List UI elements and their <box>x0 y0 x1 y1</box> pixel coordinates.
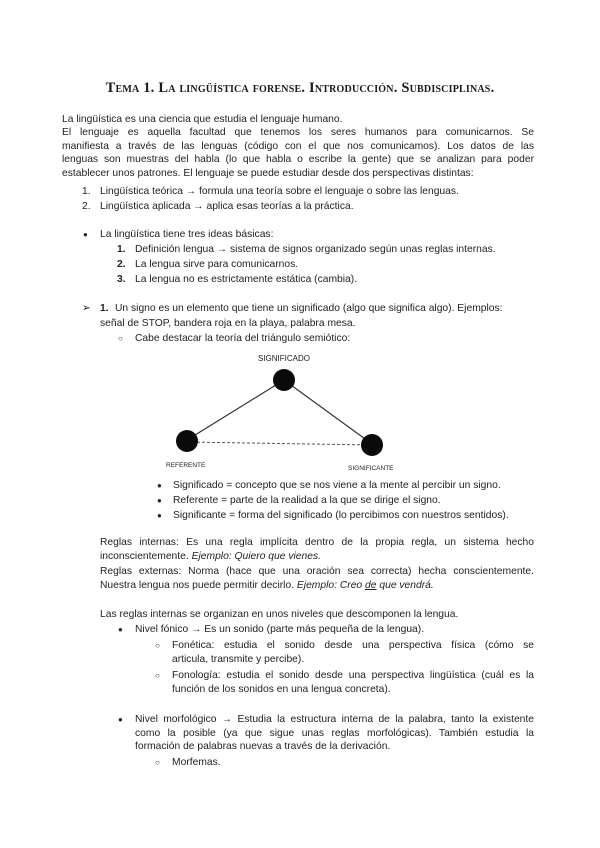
phonetics <box>172 639 534 666</box>
paragraph-line: Fonética: estudia el sonido desde una perspectiva física (cómo se <box>172 640 534 651</box>
paragraph-line: lenguas son muestras del habla (lo que habla o escribe la gente) que se analizan para poder <box>62 154 534 166</box>
bullet-icon: ● <box>157 496 162 505</box>
paragraph-line: Fonología: estudia el sonido desde una perspectiva lingüística (cuál es la <box>172 670 534 681</box>
definition-item: Referente = parte de la realidad a la que se dirige el signo. <box>173 495 441 506</box>
paragraph-line: formación de palabras nuevas a través de la derivación. <box>135 741 391 753</box>
list-number: 2. <box>117 259 126 270</box>
bullet-icon: ● <box>157 481 162 490</box>
basic-idea-item: Definición lengua → sistema de signos organizado según unas reglas internas. <box>135 244 496 255</box>
list-number: 3. <box>117 274 126 285</box>
paragraph-line: El lenguaje es aquella facultad que tenemos los seres humanos para comunicarnos. Se <box>62 127 534 138</box>
perspective-item: Lingüística aplicada → aplica esas teorías a la práctica. <box>100 201 354 212</box>
paragraph-line: como la posible (ya que sigue unas reglas morfológicas). También estudia la <box>135 727 534 739</box>
intro-line: La lingüística es una ciencia que estudia el lenguaje humano. <box>62 114 343 125</box>
label-significado: SIGNIFICADO <box>257 354 311 363</box>
triangle-intro: Cabe destacar la teoría del triángulo semiótico: <box>135 333 351 344</box>
internal-example: Ejemplo: Quiero que vienes. <box>191 551 321 562</box>
arrow-bullet-icon: ➢ <box>82 303 91 314</box>
list-number: 1. <box>82 186 91 197</box>
intro-paragraph <box>62 126 534 180</box>
paragraph-line: establecer unos patrones. El lenguaje se puede estudiar desde dos perspectivas distintas: <box>62 167 474 179</box>
bullet-icon: ● <box>157 511 162 520</box>
phonic-level: Nivel fónico → Es un sonido (parte más pequeña de la lengua). <box>135 624 425 635</box>
phonology <box>172 669 534 696</box>
internal-rules-cont <box>100 550 321 563</box>
bullet-icon: ● <box>118 715 123 724</box>
paragraph-line: Nuestra lengua nos puede permitir decirlo. <box>100 580 295 591</box>
external-example <box>297 580 434 591</box>
levels-intro: Las reglas internas se organizan en unos niveles que descomponen la lengua. <box>100 609 459 620</box>
paragraph-line: Reglas internas: Es una regla implícita dentro de la propia regla, un sistema hecho <box>100 537 534 548</box>
node-significante <box>361 434 383 456</box>
list-number: 1. <box>100 303 109 314</box>
triangle-base-dashed <box>187 442 372 445</box>
label-significante: SIGNIFICANTE <box>348 465 394 472</box>
perspective-item: Lingüística teórica → formula una teoría sobre el lenguaje o sobre las lenguas. <box>100 186 459 197</box>
definition-item: Significante = forma del significado (lo percibimos con nuestros sentidos). <box>173 510 509 521</box>
external-rules-cont <box>100 579 434 592</box>
triangle-edge <box>187 380 284 440</box>
node-significado <box>273 369 295 391</box>
sign-definition: Un signo es un elemento que tiene un significado (algo que significa algo). Ejemplos: <box>115 303 503 314</box>
paragraph-line: manifiesta a través de las lenguas (código con el que nos comunicamos). Los datos de las <box>62 140 534 152</box>
circle-bullet-icon: ○ <box>155 671 160 680</box>
paragraph-line: Nivel morfológico → Estudia la estructura interna de la palabra, tanto la existente <box>135 714 534 725</box>
semiotic-triangle-diagram <box>160 346 420 474</box>
triangle-edge <box>284 380 372 444</box>
basic-idea-item: La lengua no es estrictamente estática (cambia). <box>135 274 358 285</box>
morphemes-item: Morfemas. <box>172 757 221 768</box>
sign-examples: señal de STOP, bandera roja en la playa, palabra mesa. <box>100 318 356 329</box>
bullet-icon: ● <box>83 230 88 239</box>
circle-bullet-icon: ○ <box>118 334 123 343</box>
list-number: 2. <box>82 201 91 212</box>
example-text: que vendrá. <box>376 580 434 591</box>
basic-idea-item: La lengua sirve para comunicarnos. <box>135 259 299 270</box>
paragraph-line: Reglas externas: Norma (hace que una oración sea correcta) hecha conscientemente. <box>100 566 534 577</box>
basics-heading: La lingüística tiene tres ideas básicas: <box>100 229 274 240</box>
external-rules <box>100 565 534 579</box>
circle-bullet-icon: ○ <box>155 641 160 650</box>
example-underlined: de <box>365 580 377 591</box>
example-text: Ejemplo: Creo <box>296 580 366 591</box>
internal-rules <box>100 536 534 550</box>
list-number: 1. <box>117 244 126 255</box>
paragraph-line: inconscientemente. <box>100 551 189 562</box>
node-referente <box>176 430 198 452</box>
circle-bullet-icon: ○ <box>155 758 160 767</box>
paragraph-line: función de los sonidos en una lengua concreta). <box>172 683 391 695</box>
page-title: Tema 1. La lingüística forense. Introducción. Subdisciplinas. <box>105 80 495 96</box>
paragraph-line: articula, transmite y percibe). <box>172 653 305 665</box>
morphological-level <box>135 713 534 754</box>
definition-item: Significado = concepto que se nos viene a la mente al percibir un signo. <box>173 480 501 491</box>
label-referente: REFERENTE <box>166 462 206 469</box>
bullet-icon: ● <box>118 625 123 634</box>
